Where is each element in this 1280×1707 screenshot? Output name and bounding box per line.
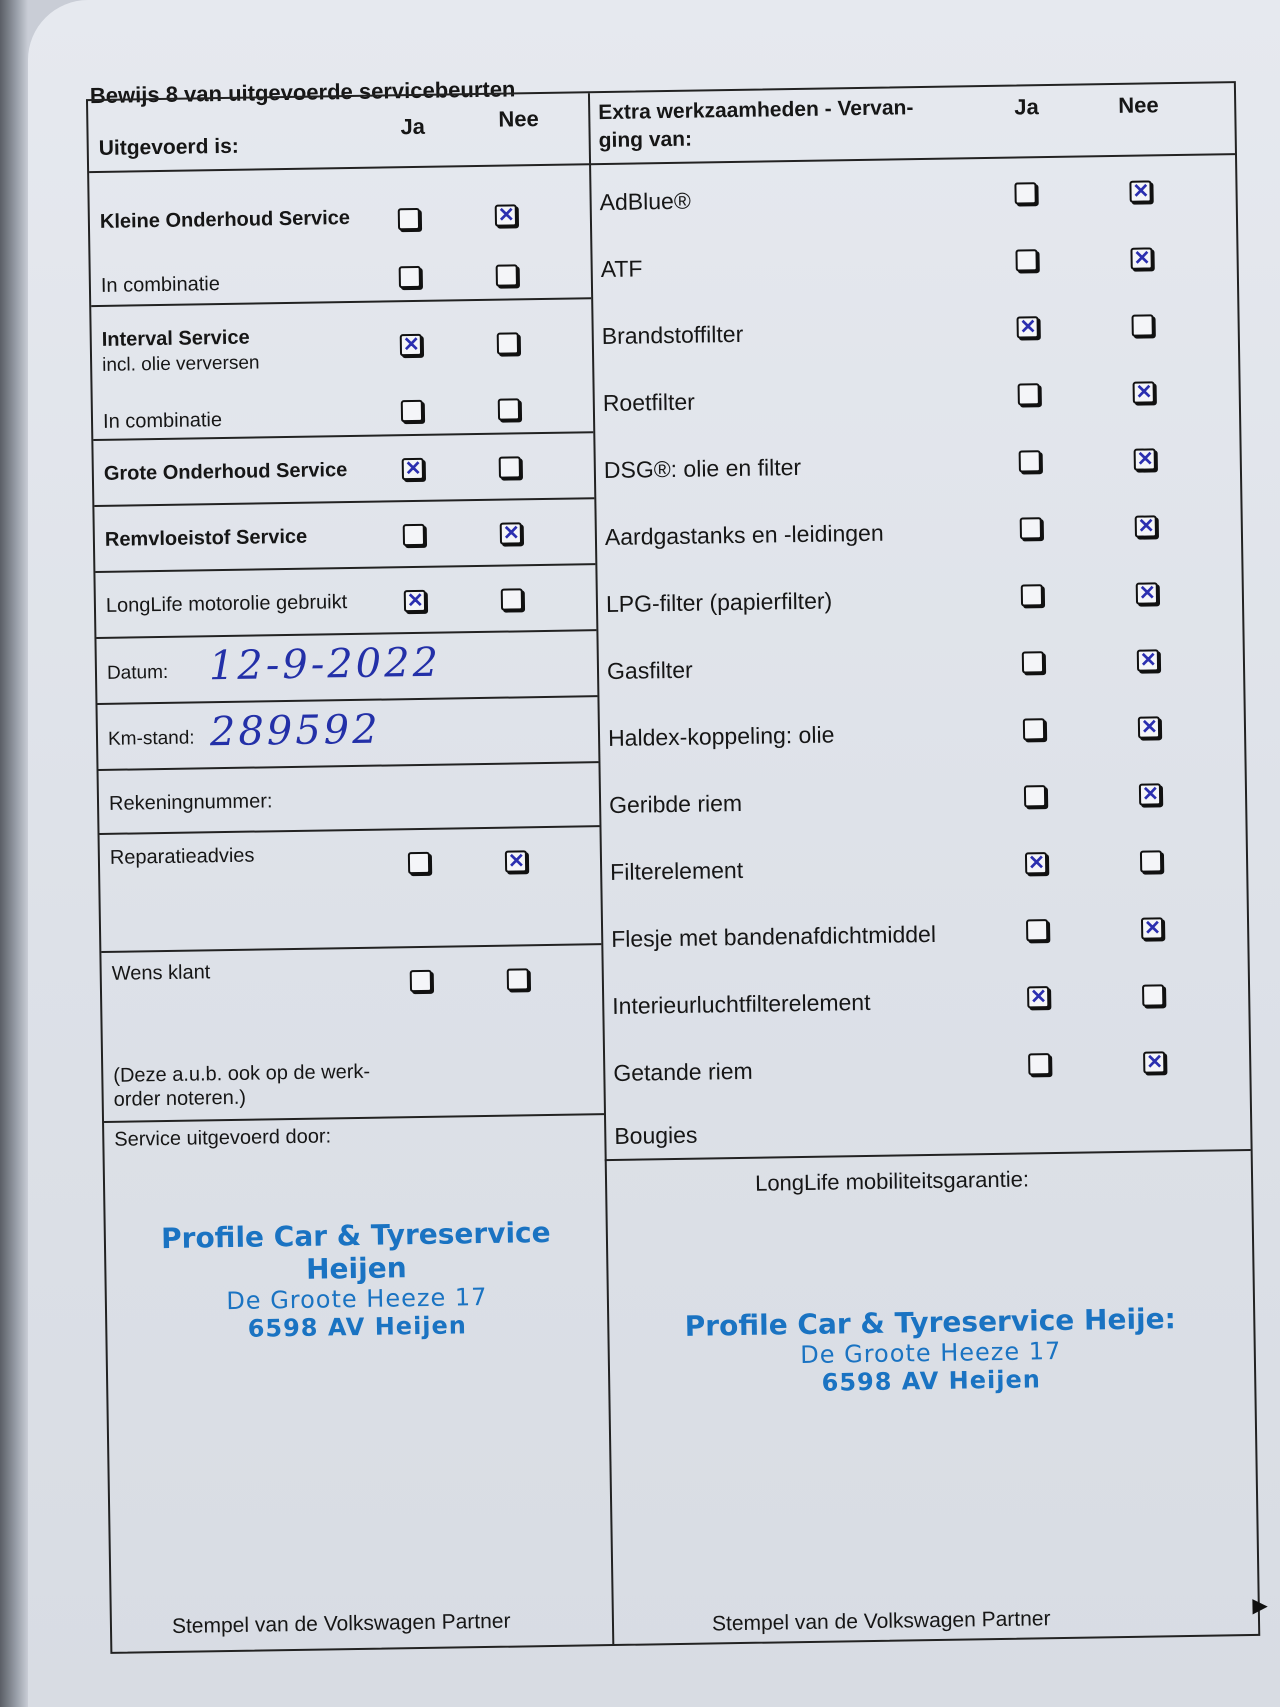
extra-label: Roetfilter [602,388,696,417]
extra-row-aardgas [595,508,1242,582]
extra-label: LPG-filter (papierfilter) [605,587,833,618]
extra-row-gasfilter [597,642,1244,716]
service-label: Interval Service [101,326,250,351]
adblue-nee-checkbox[interactable] [1129,180,1151,202]
interval-ja-checkbox[interactable] [400,334,422,356]
interval-nee-checkbox[interactable] [497,332,519,354]
book-binding [0,0,28,1707]
extra-row-adblue [589,173,1236,247]
interieurluchtfilter-nee-checkbox[interactable] [1142,984,1164,1006]
datum-label: Datum: [106,661,169,684]
longlife-nee-checkbox[interactable] [501,588,523,610]
note-line-1: (Deze a.u.b. ook op de werk- [113,1060,371,1087]
right-column [588,83,1268,1644]
next-page-arrow-icon: ▶ [1252,1594,1268,1617]
wens-label: Wens klant [111,961,211,985]
roetfilter-ja-checkbox[interactable] [1018,383,1040,405]
adblue-ja-checkbox[interactable] [1014,182,1036,204]
extra-row-dsg [594,441,1241,515]
ja-column-label: Ja [1014,94,1039,120]
extra-label: ATF [600,255,643,283]
service-record-form [76,51,1271,1669]
aardgas-nee-checkbox[interactable] [1135,515,1157,537]
datum-row [96,629,597,703]
service-label: Grote Onderhoud Service [103,459,348,485]
service-label: In combinatie [102,409,223,433]
dealer-stamp-left [116,1215,598,1345]
service-door-label: Service uitgevoerd door: [114,1125,332,1151]
left-header [88,93,589,173]
uitgevoerd-label: Uitgevoerd is: [98,134,239,160]
extra-label: DSG®: olie en filter [603,453,802,484]
kleine-ja-checkbox[interactable] [398,208,420,230]
extra-row-lpg [596,575,1243,649]
gasfilter-nee-checkbox[interactable] [1137,649,1159,671]
dsg-nee-checkbox[interactable] [1134,448,1156,470]
interval-combi-nee-checkbox[interactable] [498,398,520,420]
haldex-nee-checkbox[interactable] [1138,716,1160,738]
extra-row-geribde-riem [599,776,1246,850]
wens-row [101,943,604,1121]
reparatie-ja-checkbox[interactable] [408,852,430,874]
extra-row-getande-riem [603,1044,1250,1118]
stamp-street: De Groote Heeze 17 [226,1282,488,1316]
lpg-nee-checkbox[interactable] [1136,582,1158,604]
service-door-row [104,1113,612,1652]
extra-label: Brandstoffilter [601,320,744,350]
extra-row-interieurluchtfilter [602,977,1249,1051]
reparatie-label: Reparatieadvies [109,844,255,869]
service-label: Kleine Onderhoud Service [99,206,351,233]
service-label: LongLife motorolie gebruikt [105,591,348,617]
extra-row-haldex [598,709,1245,783]
extra-header-line1: Extra werkzaamheden - Vervan- [598,96,914,125]
stamp-name: Profile Car & Tyreservice Heijen [160,1215,551,1286]
reparatie-nee-checkbox[interactable] [505,850,527,872]
getande-riem-ja-checkbox[interactable] [1028,1053,1050,1075]
brandstoffilter-nee-checkbox[interactable] [1131,314,1153,336]
service-label: Remvloeistof Service [104,525,308,551]
service-booklet-page [28,0,1280,1707]
longlife-ja-checkbox[interactable] [404,590,426,612]
form-grid [86,81,1268,1654]
interval-combi-ja-checkbox[interactable] [401,400,423,422]
kleine-combi-ja-checkbox[interactable] [399,266,421,288]
extra-label: Bougies [614,1121,698,1149]
extra-header-line2: ging van: [598,127,693,153]
extra-label: Aardgastanks en -leidingen [604,519,884,551]
aardgas-ja-checkbox[interactable] [1020,517,1042,539]
km-value[interactable]: 289592 [209,706,381,756]
extra-label: Gasfilter [606,656,693,685]
reparatie-row [100,825,602,951]
right-header [588,83,1235,165]
service-label: In combinatie [100,273,221,297]
ja-column-label: Ja [400,113,426,140]
brandstoffilter-ja-checkbox[interactable] [1017,316,1039,338]
nee-column-label: Nee [498,106,539,132]
extra-row-atf [590,240,1237,314]
datum-value[interactable]: 12-9-2022 [208,639,442,690]
service-row-kleine [89,163,591,305]
dsg-ja-checkbox[interactable] [1019,450,1041,472]
extra-row-bandenafdicht [601,910,1248,984]
extra-row-brandstoffilter [591,307,1238,381]
service-row-longlife [95,563,596,637]
extra-label: Interieurluchtfilterelement [612,988,871,1019]
km-row [97,695,598,769]
rekening-label: Rekeningnummer: [108,790,273,815]
service-sublabel: incl. olie verversen [101,352,260,376]
rekening-row [98,761,599,833]
stamp-city: 6598 AV Heijen [821,1365,1042,1397]
service-row-grote [93,431,594,505]
grote-ja-checkbox[interactable] [402,458,424,480]
left-column [88,93,614,1652]
haldex-ja-checkbox[interactable] [1023,718,1045,740]
form-title: Bewijs 8 van uitgevoerde servicebeurten [89,76,516,109]
garantie-label: LongLife mobiliteitsgarantie: [754,1166,1030,1196]
extra-label: Getande riem [613,1057,753,1086]
atf-ja-checkbox[interactable] [1015,249,1037,271]
geribde-riem-nee-checkbox[interactable] [1139,783,1161,805]
stamp-city: 6598 AV Heijen [247,1311,468,1343]
stamp-name: Profile Car & Tyreservice Heije: [684,1302,1177,1343]
extra-label: Filterelement [609,856,744,885]
roetfilter-nee-checkbox[interactable] [1133,381,1155,403]
nee-column-label: Nee [1118,92,1159,118]
remvloeistof-nee-checkbox[interactable] [500,522,522,544]
gasfilter-ja-checkbox[interactable] [1022,651,1044,673]
bandenafdicht-ja-checkbox[interactable] [1026,919,1048,941]
service-row-interval [91,297,593,439]
kleine-combi-nee-checkbox[interactable] [496,264,518,286]
stamp-street: De Groote Heeze 17 [800,1336,1062,1370]
filterelement-nee-checkbox[interactable] [1140,850,1162,872]
wens-ja-checkbox[interactable] [410,970,432,992]
garantie-row [605,1149,1268,1644]
geribde-riem-ja-checkbox[interactable] [1024,785,1046,807]
atf-nee-checkbox[interactable] [1130,247,1152,269]
km-label: Km-stand: [107,727,195,750]
extra-label: Haldex-koppeling: olie [607,721,835,752]
extra-label: Flesje met bandenafdichtmiddel [611,920,937,952]
extra-label: Geribde riem [608,789,743,818]
bandenafdicht-nee-checkbox[interactable] [1141,917,1163,939]
wens-nee-checkbox[interactable] [507,968,529,990]
stamp-caption-left: Stempel van de Volkswagen Partner [171,1609,511,1638]
lpg-ja-checkbox[interactable] [1021,584,1043,606]
service-row-remvloeistof [94,497,595,571]
getande-riem-nee-checkbox[interactable] [1143,1051,1165,1073]
extra-row-roetfilter [593,374,1240,448]
remvloeistof-ja-checkbox[interactable] [403,524,425,546]
filterelement-ja-checkbox[interactable] [1025,852,1047,874]
extra-label: AdBlue® [599,187,691,216]
extra-row-filterelement [600,843,1247,917]
kleine-nee-checkbox[interactable] [495,204,517,226]
dealer-stamp-right [627,1301,1234,1400]
interieurluchtfilter-ja-checkbox[interactable] [1027,986,1049,1008]
grote-nee-checkbox[interactable] [499,456,521,478]
stamp-caption-right: Stempel van de Volkswagen Partner [711,1607,1051,1636]
note-line-2: order noteren.) [113,1086,247,1111]
